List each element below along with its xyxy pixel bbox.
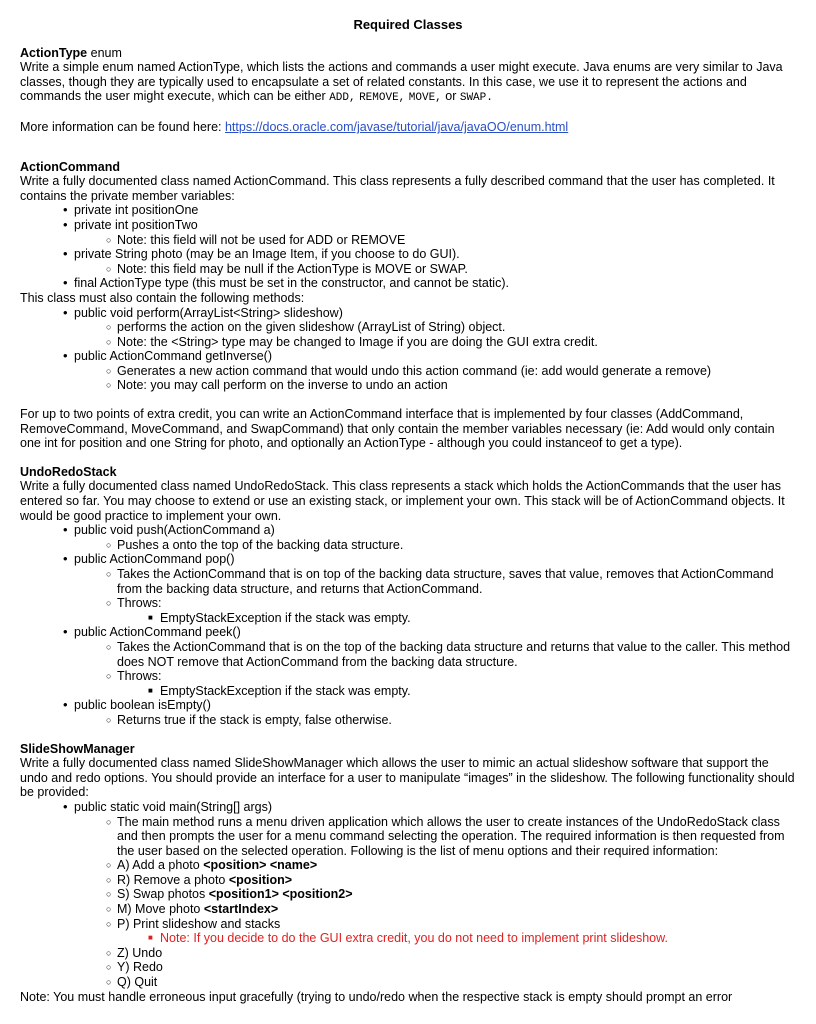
menu-option-remove-label: R) Remove a photo — [117, 872, 229, 887]
section-action-command — [20, 160, 796, 451]
menu-option-remove — [117, 873, 292, 887]
method-perform: • public void perform(ArrayList<String> slideshow) — [74, 306, 343, 320]
slideshow-desc: Write a fully documented class named SlideShowManager which allows the user to mimic an actual slideshow software that support the undo and redo options. You should provide an interface for a user to manipulate “images” in the slideshow. The following functionality should be provided: — [20, 756, 795, 800]
list-item — [20, 378, 796, 393]
var-position-two: • private int positionTwo — [74, 218, 198, 232]
var-photo-note: ○ Note: this field may be null if the ActionType is MOVE or SWAP. — [117, 262, 468, 276]
list-item — [20, 800, 796, 815]
code-remove: REMOVE, — [359, 92, 406, 105]
menu-option-swap-args: <position1> <position2> — [208, 887, 353, 902]
action-command-desc: Write a fully documented class named ActionCommand. This class represents a fully described command that the user has completed. It contains the private member variables: — [20, 174, 775, 203]
var-photo: • private String photo (may be an Image Item, if you choose to do GUI). — [74, 247, 460, 261]
list-item — [20, 931, 796, 946]
list-item — [20, 538, 796, 553]
action-command-vars-list — [20, 203, 796, 291]
method-get-inverse: • public ActionCommand getInverse() — [74, 349, 272, 363]
list-item — [20, 233, 796, 248]
undo-redo-desc: Write a fully documented class named UndoRedoStack. This class represents a stack which holds the ActionCommands that the user has entered so far. You may choose to extend or use an existing stack, or implement your own. This stack will be of ActionCommand objects. It would be good practice to implement your own. — [20, 479, 785, 523]
list-item — [20, 203, 796, 218]
list-item — [20, 917, 796, 932]
list-item — [20, 625, 796, 640]
list-item — [20, 306, 796, 321]
menu-option-swap-label: S) Swap photos — [117, 887, 209, 902]
action-type-heading-rest: enum — [87, 45, 122, 60]
var-type: • final ActionType type (this must be set in the constructor, and cannot be static). — [74, 276, 509, 290]
print-gui-note: ■ Note: If you decide to do the GUI extra credit, you do not need to implement print slideshow. — [160, 931, 668, 945]
list-item — [20, 887, 796, 902]
action-type-desc — [20, 60, 796, 106]
list-item — [20, 873, 796, 888]
method-is-empty-note: ○ Returns true if the stack is empty, false otherwise. — [117, 713, 392, 727]
menu-option-move-label: M) Move photo — [117, 902, 204, 917]
menu-option-print — [117, 917, 280, 931]
method-push-note: ○ Pushes a onto the top of the backing data structure. — [117, 538, 403, 552]
list-item — [20, 698, 796, 713]
method-peek: • public ActionCommand peek() — [74, 625, 241, 639]
action-command-heading: ActionCommand — [20, 159, 120, 174]
method-is-empty: • public boolean isEmpty() — [74, 698, 211, 712]
list-item — [20, 946, 796, 961]
method-push: • public void push(ActionCommand a) — [74, 523, 275, 537]
menu-option-quit: ○ Q) Quit — [117, 975, 157, 989]
list-item — [20, 960, 796, 975]
method-pop: • public ActionCommand pop() — [74, 552, 235, 566]
list-item — [20, 335, 796, 350]
list-item — [20, 640, 796, 669]
code-or: or — [441, 89, 460, 104]
enum-docs-link[interactable]: https://docs.oracle.com/javase/tutorial/java/javaOO/enum.html — [224, 119, 569, 134]
list-item — [20, 218, 796, 233]
action-type-desc-text: Write a simple enum named ActionType, which lists the actions and commands a user might execute. Java enums are very similar to Java classes, though they are typically used to encapsulate a set of related constants. In this case, we use it to represent the actions and commands the user might execute, which can be either — [20, 60, 783, 104]
menu-option-move — [117, 902, 278, 916]
list-item — [20, 975, 796, 990]
action-type-heading-bold: ActionType — [20, 45, 88, 60]
list-item — [20, 276, 796, 291]
menu-option-print-label: P) Print slideshow and stacks — [117, 916, 281, 931]
more-info-line — [20, 120, 796, 135]
list-item — [20, 552, 796, 567]
list-item — [20, 349, 796, 364]
list-item — [20, 611, 796, 626]
more-info-text: More information can be found here: — [20, 119, 225, 134]
code-add: ADD, — [329, 92, 356, 105]
menu-option-add — [117, 858, 317, 872]
method-perform-note-2: ○ Note: the <String> type may be changed to Image if you are doing the GUI extra credit. — [117, 335, 598, 349]
method-main: • public static void main(String[] args) — [74, 800, 272, 814]
method-pop-exception: ■ EmptyStackException if the stack was empty. — [160, 611, 411, 625]
list-item — [20, 567, 796, 596]
var-position-two-note: ○ Note: this field will not be used for ADD or REMOVE — [117, 233, 405, 247]
page-title: Required Classes — [353, 17, 463, 32]
menu-option-swap — [117, 887, 353, 901]
section-action-type — [20, 46, 796, 135]
code-swap: SWAP. — [459, 92, 493, 105]
method-peek-note: ○ Takes the ActionCommand that is on the top of the backing data structure and returns that value to the caller. This method does NOT remove that ActionCommand from the backing data structure. — [117, 640, 790, 669]
list-item — [20, 320, 796, 335]
menu-option-move-args: <startIndex> — [203, 902, 279, 917]
menu-option-redo: ○ Y) Redo — [117, 960, 163, 974]
list-item — [20, 247, 796, 262]
menu-option-remove-args: <position> — [228, 872, 293, 887]
method-peek-throws: ○ Throws: — [117, 669, 161, 683]
extra-credit-paragraph: For up to two points of extra credit, you can write an ActionCommand interface that is implemented by four classes (AddCommand, RemoveCommand, MoveCommand, and SwapCommand) that only contain the member variables necessary (ie: Add would only contain one int for position and one String for photo, and optionally an ActionType - although you could instanceof to get a type). — [20, 407, 775, 451]
section-slideshow-manager — [20, 742, 796, 1005]
code-move: MOVE, — [408, 92, 442, 105]
method-get-inverse-note-2: ○ Note: you may call perform on the inverse to undo an action — [117, 378, 448, 392]
method-perform-note-1: ○ performs the action on the given slideshow (ArrayList of String) object. — [117, 320, 505, 334]
undo-redo-heading: UndoRedoStack — [20, 464, 117, 479]
list-item — [20, 596, 796, 611]
var-position-one: • private int positionOne — [74, 203, 198, 217]
menu-option-add-args: <position> <name> — [203, 858, 318, 873]
action-command-methods-intro: This class must also contain the following methods: — [20, 290, 305, 305]
method-get-inverse-note-1: ○ Generates a new action command that would undo this action command (ie: add would generate a remove) — [117, 364, 711, 378]
list-item — [20, 669, 796, 684]
list-item — [20, 858, 796, 873]
method-peek-exception: ■ EmptyStackException if the stack was empty. — [160, 684, 411, 698]
method-pop-note: ○ Takes the ActionCommand that is on top of the backing data structure, saves that value, removes that ActionCommand from the backing data structure, and returns that ActionCommand. — [117, 567, 774, 596]
undo-redo-methods-list — [20, 523, 796, 727]
menu-option-add-label: A) Add a photo — [117, 858, 204, 873]
list-item — [20, 364, 796, 379]
method-pop-throws: ○ Throws: — [117, 596, 161, 610]
section-undo-redo-stack — [20, 465, 796, 728]
list-item — [20, 902, 796, 917]
slideshow-list — [20, 800, 796, 990]
action-type-heading — [20, 46, 796, 61]
erroneous-input-note: Note: You must handle erroneous input gracefully (trying to undo/redo when the respective stack is empty should prompt an error — [20, 989, 733, 1004]
list-item — [20, 815, 796, 859]
slideshow-heading: SlideShowManager — [20, 741, 135, 756]
list-item — [20, 262, 796, 277]
list-item — [20, 684, 796, 699]
menu-option-undo: ○ Z) Undo — [117, 946, 162, 960]
list-item — [20, 523, 796, 538]
action-command-methods-list — [20, 306, 796, 394]
list-item — [20, 713, 796, 728]
method-main-desc: ○ The main method runs a menu driven application which allows the user to create instances of the UndoRedoStack class and then prompts the user for a menu command selecting the operation. The required information is then requested from the user based on the selected operation. Following is the list of menu options and their required information: — [117, 815, 785, 858]
